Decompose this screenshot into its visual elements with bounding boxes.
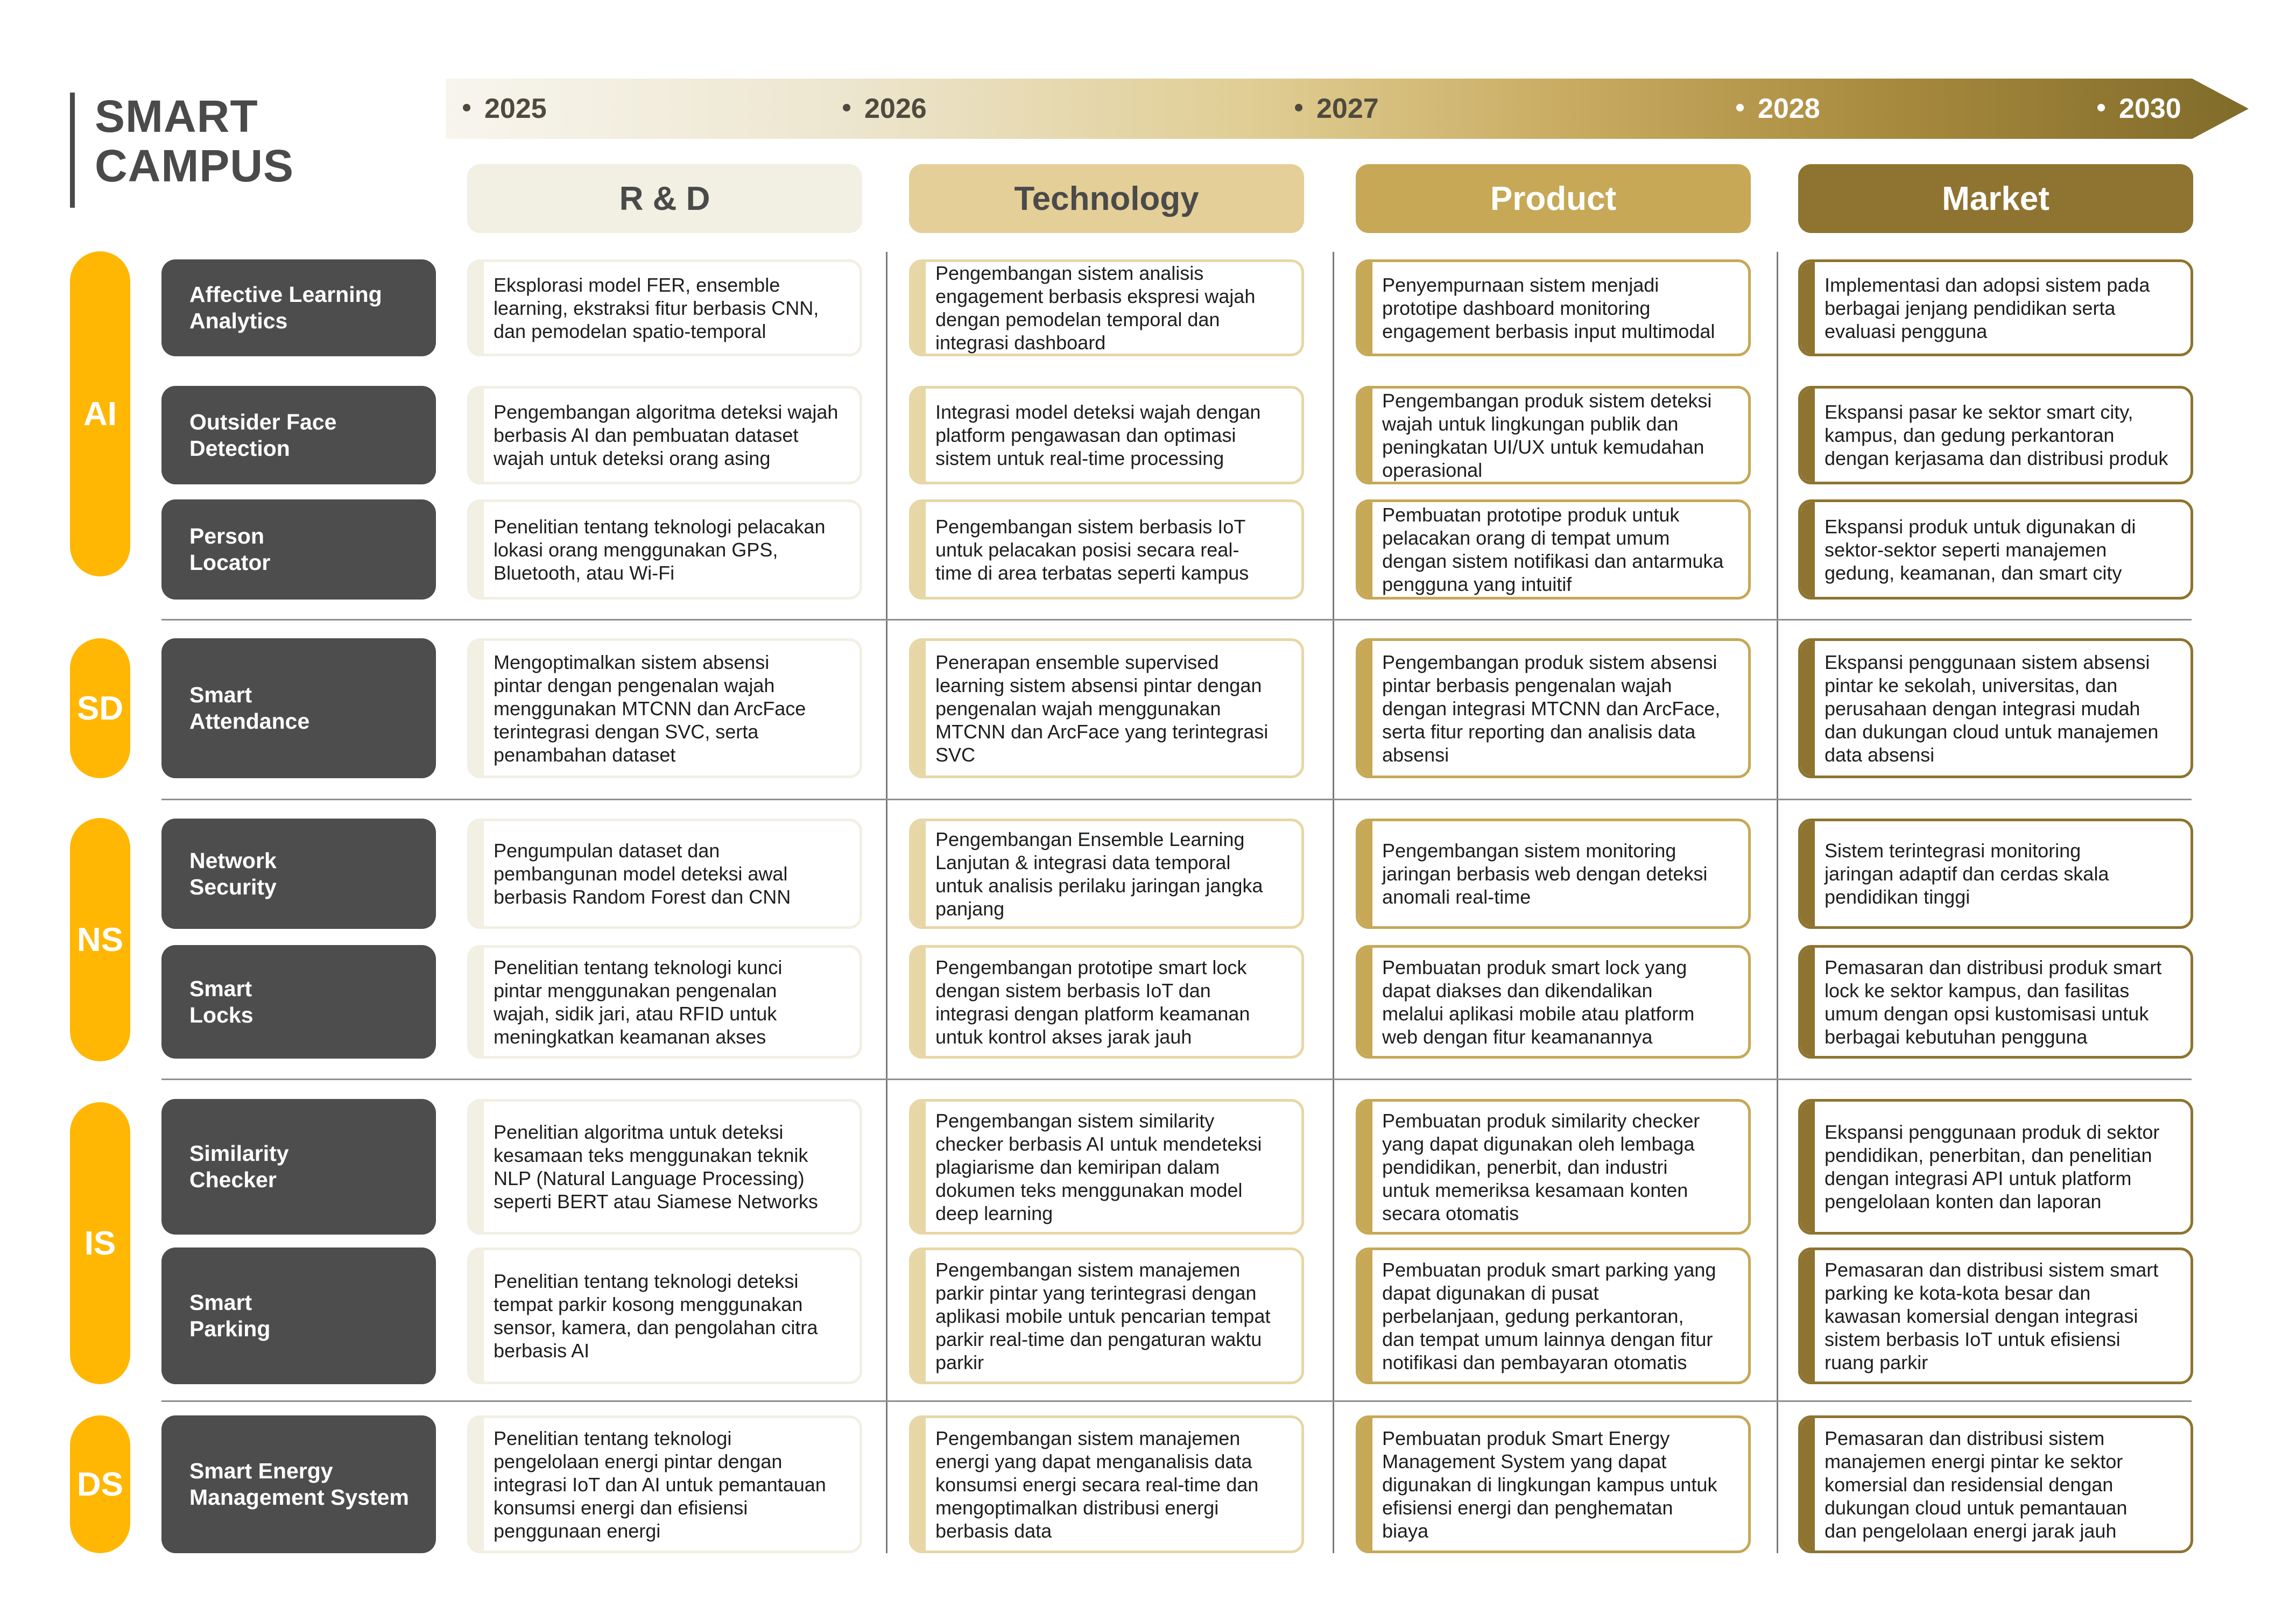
cell-product <box>1356 1099 1751 1235</box>
row-label <box>161 1415 436 1553</box>
cell-rnd <box>467 1247 862 1384</box>
cell-text: Pembuatan produk smart parking yang dapat digunakan di pusat perbelanjaan, gedung perkantoran, dan tempat umum lainnya dengan fitur notifikasi dan pembayaran otomatis <box>1382 1258 1716 1373</box>
page-title <box>95 91 396 191</box>
cell-product <box>1356 1247 1751 1384</box>
row-label-text: Smart Locks <box>189 976 253 1027</box>
title-accent-bar <box>70 93 75 208</box>
year-marker: 2027 <box>1295 93 1379 125</box>
year-marker: 2028 <box>1736 93 1820 125</box>
cell-technology <box>909 638 1304 778</box>
title-line-2: CAMPUS <box>95 140 294 191</box>
group-divider <box>161 619 2192 621</box>
year-marker: 2030 <box>2097 93 2181 125</box>
column-header-technology: Technology <box>909 164 1304 233</box>
cell-rnd <box>467 1099 862 1235</box>
group-pill-ai: AI <box>70 251 130 576</box>
cell-market <box>1798 945 2193 1059</box>
cell-product <box>1356 1415 1751 1553</box>
column-divider <box>886 252 888 1553</box>
cell-text: Penelitian tentang teknologi deteksi tempat parkir kosong menggunakan sensor, kamera, dan pengolahan citra berbasis AI <box>494 1270 818 1362</box>
column-header-product: Product <box>1356 164 1751 233</box>
bullet-dot-icon <box>1736 104 1744 111</box>
cell-rnd <box>467 386 862 484</box>
year-marker: 2026 <box>843 93 927 125</box>
cell-text: Pengembangan produk sistem deteksi wajah untuk lingkungan publik dan peningkatan UI/UX untuk kemudahan operasional <box>1382 389 1712 481</box>
row-label <box>161 819 436 929</box>
cell-text: Penelitian algoritma untuk deteksi kesamaan teks menggunakan teknik NLP (Natural Language Processing) seperti BERT atau Siamese Networks <box>494 1121 818 1213</box>
cell-rnd <box>467 638 862 778</box>
cell-market <box>1798 499 2193 600</box>
cell-text: Implementasi dan adopsi sistem pada berbagai jenjang pendidikan serta evaluasi pengguna <box>1825 273 2150 342</box>
row-label <box>161 945 436 1059</box>
cell-technology <box>909 499 1304 600</box>
group-divider <box>161 1079 2192 1080</box>
cell-text: Pengembangan sistem berbasis IoT untuk pelacakan posisi secara real- time di area terbatas seperti kampus <box>935 515 1249 584</box>
cell-product <box>1356 638 1751 778</box>
cell-technology <box>909 1247 1304 1384</box>
row-label-text: Network Security <box>189 848 277 899</box>
cell-technology <box>909 386 1304 484</box>
title-line-1: SMART <box>95 91 258 142</box>
row-label-text: Smart Energy Management System <box>189 1458 409 1510</box>
row-label-text: Similarity Checker <box>189 1141 289 1192</box>
row-label-text: Outsider Face Detection <box>189 409 337 461</box>
cell-text: Pengembangan sistem manajemen energi yang dapat menganalisis data konsumsi energi secara real-time dan mengoptimalkan distribusi energi berbasis data <box>935 1427 1259 1542</box>
cell-rnd <box>467 819 862 929</box>
row-label <box>161 259 436 356</box>
cell-text: Pengembangan sistem monitoring jaringan berbasis web dengan deteksi anomali real-time <box>1382 840 1708 908</box>
cell-text: Pengembangan prototipe smart lock dengan sistem berbasis IoT dan integrasi dengan platform keamanan untuk kontrol akses jarak jauh <box>935 956 1250 1048</box>
cell-text: Eksplorasi model FER, ensemble learning, ekstraksi fitur berbasis CNN, dan pemodelan spatio-temporal <box>494 273 819 342</box>
cell-text: Pemasaran dan distribusi sistem smart parking ke kota-kota besar dan kawasan komersial dengan integrasi sistem berbasis IoT untuk efisiensi ruang parkir <box>1825 1258 2159 1373</box>
cell-text: Pembuatan produk smart lock yang dapat diakses dan dikendalikan melalui aplikasi mobile atau platform web dengan fitur keamanannya <box>1382 956 1695 1048</box>
cell-text: Pengembangan sistem similarity checker berbasis AI untuk mendeteksi plagiarisme dan kemiripan dalam dokumen teks menggunakan model deep learning <box>935 1109 1262 1224</box>
column-header-rnd: R & D <box>467 164 862 233</box>
year-marker: 2025 <box>463 93 547 125</box>
cell-text: Penyempurnaan sistem menjadi prototipe dashboard monitoring engagement berbasis input multimodal <box>1382 273 1715 342</box>
row-label <box>161 386 436 484</box>
cell-text: Integrasi model deteksi wajah dengan platform pengawasan dan optimasi sistem untuk real-time processing <box>935 401 1261 469</box>
cell-market <box>1798 1247 2193 1384</box>
cell-text: Pengembangan Ensemble Learning Lanjutan & integrasi data temporal untuk analisis perilaku jaringan jangka panjang <box>935 828 1263 920</box>
row-label <box>161 1247 436 1384</box>
row-label-text: Affective Learning Analytics <box>189 282 382 333</box>
cell-market <box>1798 1099 2193 1235</box>
cell-text: Pengumpulan dataset dan pembangunan model deteksi awal berbasis Random Forest dan CNN <box>494 840 791 908</box>
cell-text: Sistem terintegrasi monitoring jaringan adaptif dan cerdas skala pendidikan tinggi <box>1825 840 2109 908</box>
cell-rnd <box>467 945 862 1059</box>
cell-product <box>1356 259 1751 356</box>
row-label <box>161 638 436 778</box>
group-divider <box>161 799 2192 800</box>
cell-text: Pengembangan algoritma deteksi wajah berbasis AI dan pembuatan dataset wajah untuk deteksi orang asing <box>494 401 839 469</box>
cell-technology <box>909 1415 1304 1553</box>
bullet-dot-icon <box>463 104 470 111</box>
cell-text: Pengembangan sistem analisis engagement berbasis ekspresi wajah dengan pemodelan temporal dan integrasi dashboard <box>935 262 1256 354</box>
cell-text: Ekspansi pasar ke sektor smart city, kampus, dan gedung perkantoran dengan kerjasama dan distribusi produk <box>1825 401 2168 469</box>
group-pill-sd: SD <box>70 638 130 778</box>
row-label-text: Person Locator <box>189 524 271 575</box>
cell-product <box>1356 945 1751 1059</box>
cell-product <box>1356 499 1751 600</box>
cell-rnd <box>467 259 862 356</box>
bullet-dot-icon <box>2097 104 2105 111</box>
cell-market <box>1798 259 2193 356</box>
cell-text: Ekspansi penggunaan produk di sektor pendidikan, penerbitan, dan penelitian dengan integrasi API untuk platform pengelolaan konten dan laporan <box>1825 1121 2160 1213</box>
cell-text: Pengembangan produk sistem absensi pintar berbasis pengenalan wajah dengan integrasi MTCNN dan ArcFace, serta fitur reporting dan analisis data absensi <box>1382 651 1721 766</box>
cell-market <box>1798 638 2193 778</box>
cell-text: Pembuatan produk Smart Energy Management System yang dapat digunakan di lingkungan kampus untuk efisiensi energi dan penghematan biaya <box>1382 1427 1717 1542</box>
cell-text: Pengembangan sistem manajemen parkir pintar yang terintegrasi dengan aplikasi mobile untuk pencarian tempat parkir real-time dan pengaturan waktu parkir <box>935 1258 1271 1373</box>
cell-market <box>1798 1415 2193 1553</box>
cell-technology <box>909 945 1304 1059</box>
cell-text: Pembuatan produk similarity checker yang dapat digunakan oleh lembaga pendidikan, penerbit, dan industri untuk memeriksa kesamaan konten secara otomatis <box>1382 1109 1700 1224</box>
cell-market <box>1798 386 2193 484</box>
cell-text: Pemasaran dan distribusi sistem manajemen energi pintar ke sektor komersial dan residensial dengan dukungan cloud untuk pemantauan dan pengelolaan energi jarak jauh <box>1825 1427 2128 1542</box>
cell-text: Ekspansi penggunaan sistem absensi pintar ke sekolah, universitas, dan perusahaan dengan integrasi mudah dan dukungan cloud untuk manajemen data absensi <box>1825 651 2159 766</box>
cell-text: Ekspansi produk untuk digunakan di sektor-sektor seperti manajemen gedung, keamanan, dan smart city <box>1825 515 2136 584</box>
bullet-dot-icon <box>1295 104 1302 111</box>
row-label <box>161 1099 436 1235</box>
row-label-text: Smart Parking <box>189 1290 271 1341</box>
cell-product <box>1356 386 1751 484</box>
cell-text: Penelitian tentang teknologi pelacakan lokasi orang menggunakan GPS, Bluetooth, atau Wi-Fi <box>494 515 826 584</box>
cell-rnd <box>467 1415 862 1553</box>
row-label <box>161 499 436 600</box>
cell-market <box>1798 819 2193 929</box>
cell-text: Penerapan ensemble supervised learning sistem absensi pintar dengan pengenalan wajah menggunakan MTCNN dan ArcFace yang terintegrasi SVC <box>935 651 1269 766</box>
column-header-market: Market <box>1798 164 2193 233</box>
cell-product <box>1356 819 1751 929</box>
cell-text: Mengoptimalkan sistem absensi pintar dengan pengenalan wajah menggunakan MTCNN dan ArcFace terintegrasi dengan SVC, serta penambahan dataset <box>494 651 806 766</box>
bullet-dot-icon <box>843 104 850 111</box>
cell-text: Pemasaran dan distribusi produk smart lock ke sektor kampus, dan fasilitas umum dengan opsi kustomisasi untuk berbagai kebutuhan pengguna <box>1825 956 2162 1048</box>
group-pill-is: IS <box>70 1102 130 1384</box>
cell-rnd <box>467 499 862 600</box>
cell-technology <box>909 1099 1304 1235</box>
group-pill-ns: NS <box>70 818 130 1061</box>
column-divider <box>1333 252 1334 1553</box>
cell-text: Penelitian tentang teknologi pengelolaan energi pintar dengan integrasi IoT dan AI untuk pemantauan konsumsi energi dan efisiensi penggunaan energi <box>494 1427 826 1542</box>
cell-text: Penelitian tentang teknologi kunci pintar menggunakan pengenalan wajah, sidik jari, atau RFID untuk meningkatkan keamanan akses <box>494 956 783 1048</box>
cell-text: Pembuatan prototipe produk untuk pelacakan orang di tempat umum dengan sistem notifikasi dan antarmuka pengguna yang intuitif <box>1382 504 1724 595</box>
group-pill-ds: DS <box>70 1415 130 1553</box>
row-label-text: Smart Attendance <box>189 682 310 734</box>
column-divider <box>1777 252 1778 1553</box>
cell-technology <box>909 259 1304 356</box>
group-divider <box>161 1400 2192 1402</box>
cell-technology <box>909 819 1304 929</box>
